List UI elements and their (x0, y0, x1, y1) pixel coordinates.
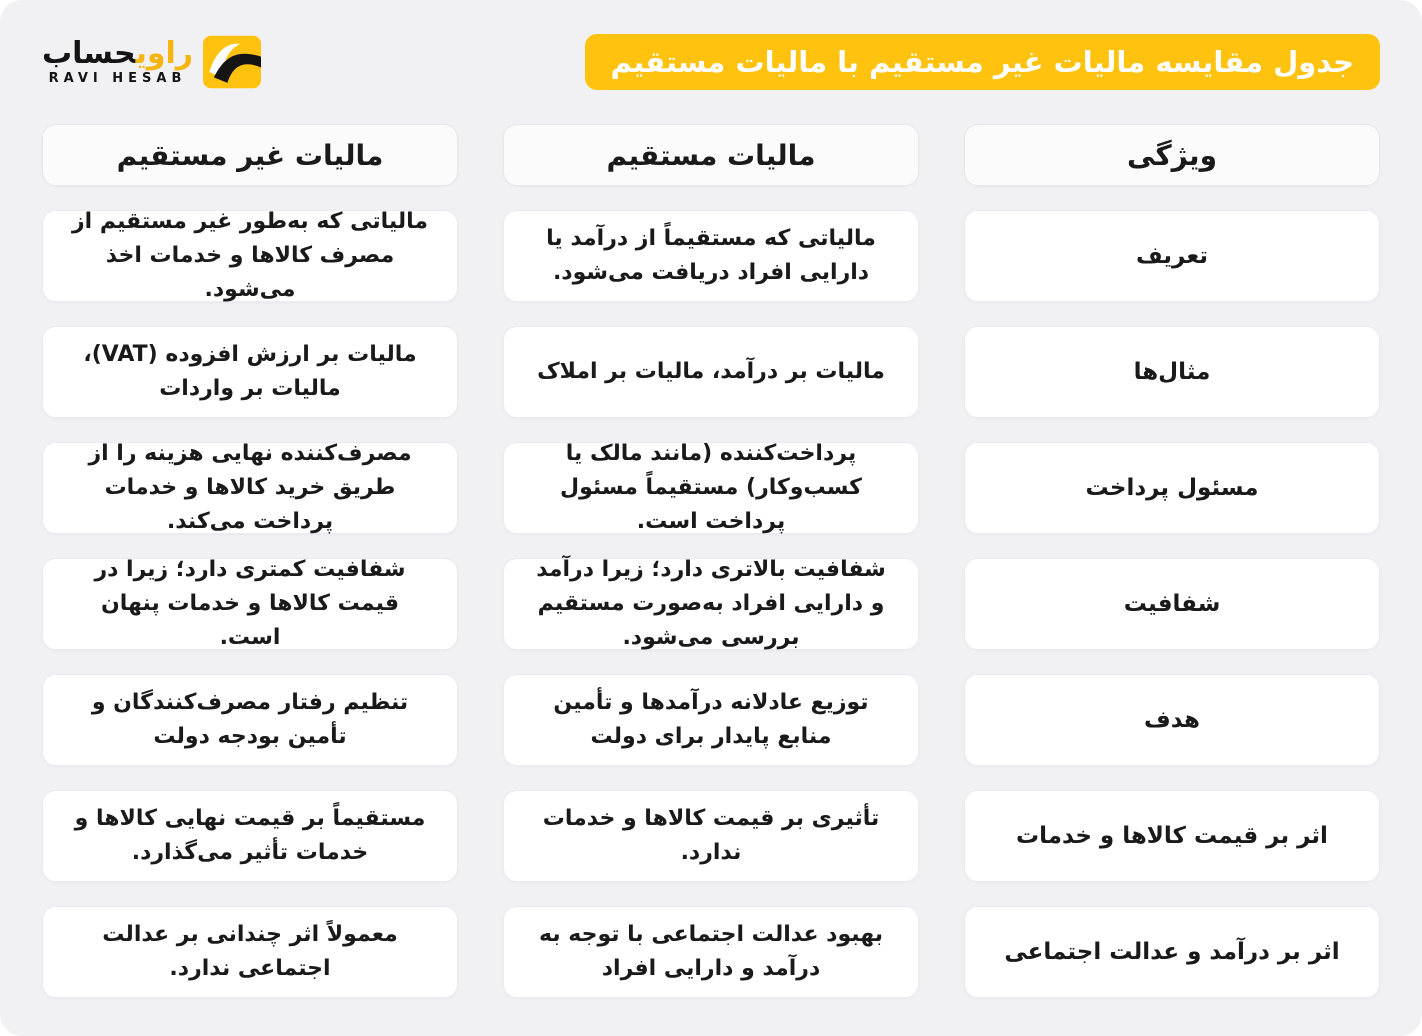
row-1-feature: تعریف (964, 210, 1380, 302)
brand-logo (42, 34, 261, 90)
brand-name-latin: RAVI HESAB (48, 71, 187, 87)
brand-name-farsi-second: حساب (42, 35, 136, 71)
row-1-indirect-tax-cell: مالیاتی که به‌طور غیر مستقیم از مصرف کالاها و خدمات اخذ می‌شود. (42, 210, 458, 302)
row-6-indirect-tax-cell: مستقیماً بر قیمت نهایی کالاها و خدمات تأثیر می‌گذارد. (42, 790, 458, 882)
header (42, 28, 1380, 96)
row-3-indirect-tax-cell: مصرف‌کننده نهایی هزینه را از طریق خرید کالاها و خدمات پرداخت می‌کند. (42, 442, 458, 534)
column-header-indirect: مالیات غیر مستقیم (42, 124, 458, 186)
row-7-indirect-tax-cell: معمولاً اثر چندانی بر عدالت اجتماعی ندارد. (42, 906, 458, 998)
row-4-feature: شفافیت (964, 558, 1380, 650)
brand-name-farsi (42, 35, 194, 71)
row-2-feature: مثال‌ها (964, 326, 1380, 418)
row-3-direct-tax-cell: پرداخت‌کننده (مانند مالک یا کسب‌وکار) مستقیماً مسئول پرداخت است. (503, 442, 919, 534)
row-7-feature: اثر بر درآمد و عدالت اجتماعی (964, 906, 1380, 998)
row-6-direct-tax-cell: تأثیری بر قیمت کالاها و خدمات ندارد. (503, 790, 919, 882)
page-title: جدول مقایسه مالیات غیر مستقیم با مالیات مستقیم (585, 34, 1380, 90)
brand-mark-icon (203, 34, 261, 90)
row-2-indirect-tax-cell: مالیات بر ارزش افزوده (VAT)، مالیات بر واردات (42, 326, 458, 418)
row-4-indirect-tax-cell: شفافیت کمتری دارد؛ زیرا در قیمت کالاها و خدمات پنهان است. (42, 558, 458, 650)
row-6-feature: اثر بر قیمت کالاها و خدمات (964, 790, 1380, 882)
column-header-direct: مالیات مستقیم (503, 124, 919, 186)
row-7-direct-tax-cell: بهبود عدالت اجتماعی با توجه به درآمد و دارایی افراد (503, 906, 919, 998)
brand-wordmark (42, 35, 194, 87)
row-5-feature: هدف (964, 674, 1380, 766)
row-5-indirect-tax-cell: تنظیم رفتار مصرف‌کنندگان و تأمین بودجه دولت (42, 674, 458, 766)
row-2-direct-tax-cell: مالیات بر درآمد، مالیات بر املاک (503, 326, 919, 418)
row-5-direct-tax-cell: توزیع عادلانه درآمدها و تأمین منابع پایدار برای دولت (503, 674, 919, 766)
comparison-table (42, 124, 1380, 998)
brand-name-farsi-first: راوی (135, 35, 194, 71)
column-header-feature: ویژگی (964, 124, 1380, 186)
row-1-direct-tax-cell: مالیاتی که مستقیماً از درآمد یا دارایی افراد دریافت می‌شود. (503, 210, 919, 302)
row-3-feature: مسئول پرداخت (964, 442, 1380, 534)
row-4-direct-tax-cell: شفافیت بالاتری دارد؛ زیرا درآمد و دارایی افراد به‌صورت مستقیم بررسی می‌شود. (503, 558, 919, 650)
